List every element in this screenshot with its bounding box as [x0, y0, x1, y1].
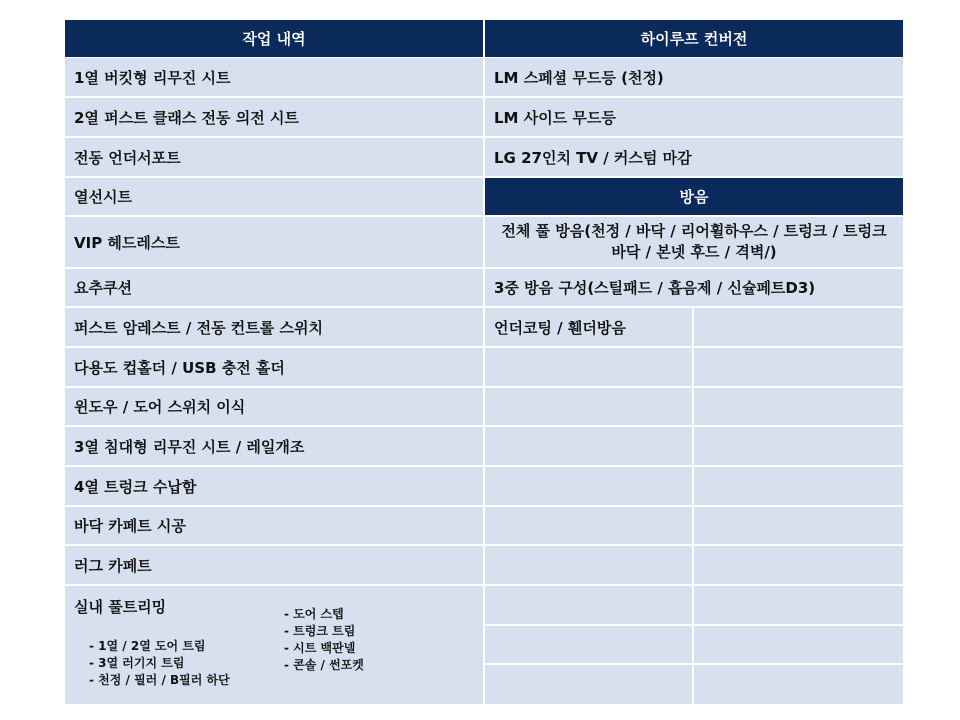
- left-row-label: 다용도 컵홀더 / USB 충전 홀더: [74, 358, 285, 377]
- left-row: [65, 388, 483, 425]
- right-row: [485, 98, 903, 136]
- trim-item: - 시트 백판넬: [284, 641, 356, 655]
- left-row-label: 열선시트: [74, 188, 132, 206]
- left-row-label: 요추쿠션: [74, 279, 132, 297]
- empty-cell: [485, 586, 903, 624]
- left-row-label: 전동 언더서포트: [74, 148, 181, 167]
- right-row: [485, 58, 903, 96]
- left-row: [65, 217, 483, 267]
- left-row: [65, 507, 483, 544]
- left-row: [65, 427, 483, 465]
- right-row-label: LG 27인치 TV / 커스텀 마감: [494, 148, 692, 167]
- left-row-label: 퍼스트 암레스트 / 전동 컨트롤 스위치: [74, 318, 323, 337]
- left-row: [65, 269, 483, 306]
- left-row-label: 바닥 카페트 시공: [74, 517, 186, 535]
- empty-cell: [485, 388, 903, 425]
- right-row: [485, 217, 903, 267]
- empty-cell: [485, 546, 903, 584]
- left-row-label: 2열 퍼스트 클래스 전동 의전 시트: [74, 108, 299, 127]
- empty-cell: [485, 427, 903, 465]
- trim-list-left: [89, 638, 230, 689]
- grid-divider: [692, 308, 694, 704]
- right-row-label: LM 스페셜 무드등 (천정): [494, 68, 664, 87]
- empty-cell: [485, 626, 903, 663]
- left-row: [65, 348, 483, 386]
- empty-cell: [485, 467, 903, 505]
- trim-item: - 1열 / 2열 도어 트림: [89, 639, 206, 653]
- left-row: [65, 98, 483, 136]
- left-row: [65, 546, 483, 584]
- left-row-label: 윈도우 / 도어 스위치 이식: [74, 398, 246, 416]
- right-row: [485, 308, 903, 346]
- right-row: [485, 269, 903, 306]
- left-row: [65, 467, 483, 505]
- right-row-label: 언더코팅 / 휀더방음: [494, 318, 626, 337]
- empty-cell: [485, 507, 903, 544]
- left-row: [65, 58, 483, 96]
- trim-item: - 콘솔 / 썬포켓: [284, 658, 364, 672]
- left-row-label: 러그 카페트: [74, 556, 152, 575]
- right-header: 하이루프 컨버전: [485, 20, 903, 57]
- right-row-label: 3중 방음 구성(스틸패드 / 흡음제 / 신슐페트D3): [494, 279, 816, 297]
- empty-cell: [485, 665, 903, 704]
- interior-trimming-title: 실내 풀트리밍: [74, 598, 167, 616]
- left-row-label: 3열 침대형 리무진 시트 / 레일개조: [74, 437, 305, 456]
- left-row: [65, 178, 483, 215]
- trim-list-right: [284, 606, 364, 674]
- empty-cell: [485, 348, 903, 386]
- left-row-label: 4열 트렁크 수납함: [74, 477, 197, 496]
- soundproof-header: 방음: [485, 178, 903, 215]
- trim-item: - 도어 스텝: [284, 607, 344, 621]
- right-row-label: LM 사이드 무드등: [494, 108, 616, 127]
- trim-item: - 트렁크 트림: [284, 624, 356, 638]
- left-row: [65, 138, 483, 176]
- left-row: [65, 308, 483, 346]
- right-row-label: 전체 풀 방음(천정 / 바닥 / 리어휠하우스 / 트렁크 / 트렁크 바닥 / 본넷 후드 / 격벽/): [501, 222, 887, 261]
- trim-item: - 천정 / 필러 / B필러 하단: [89, 673, 230, 687]
- left-row-label: VIP 헤드레스트: [74, 233, 180, 252]
- right-row: [485, 138, 903, 176]
- left-header: 작업 내역: [65, 20, 483, 57]
- interior-trimming-cell: [65, 586, 483, 704]
- left-row-label: 1열 버킷형 리무진 시트: [74, 68, 231, 87]
- trim-item: - 3열 러기지 트림: [89, 656, 185, 670]
